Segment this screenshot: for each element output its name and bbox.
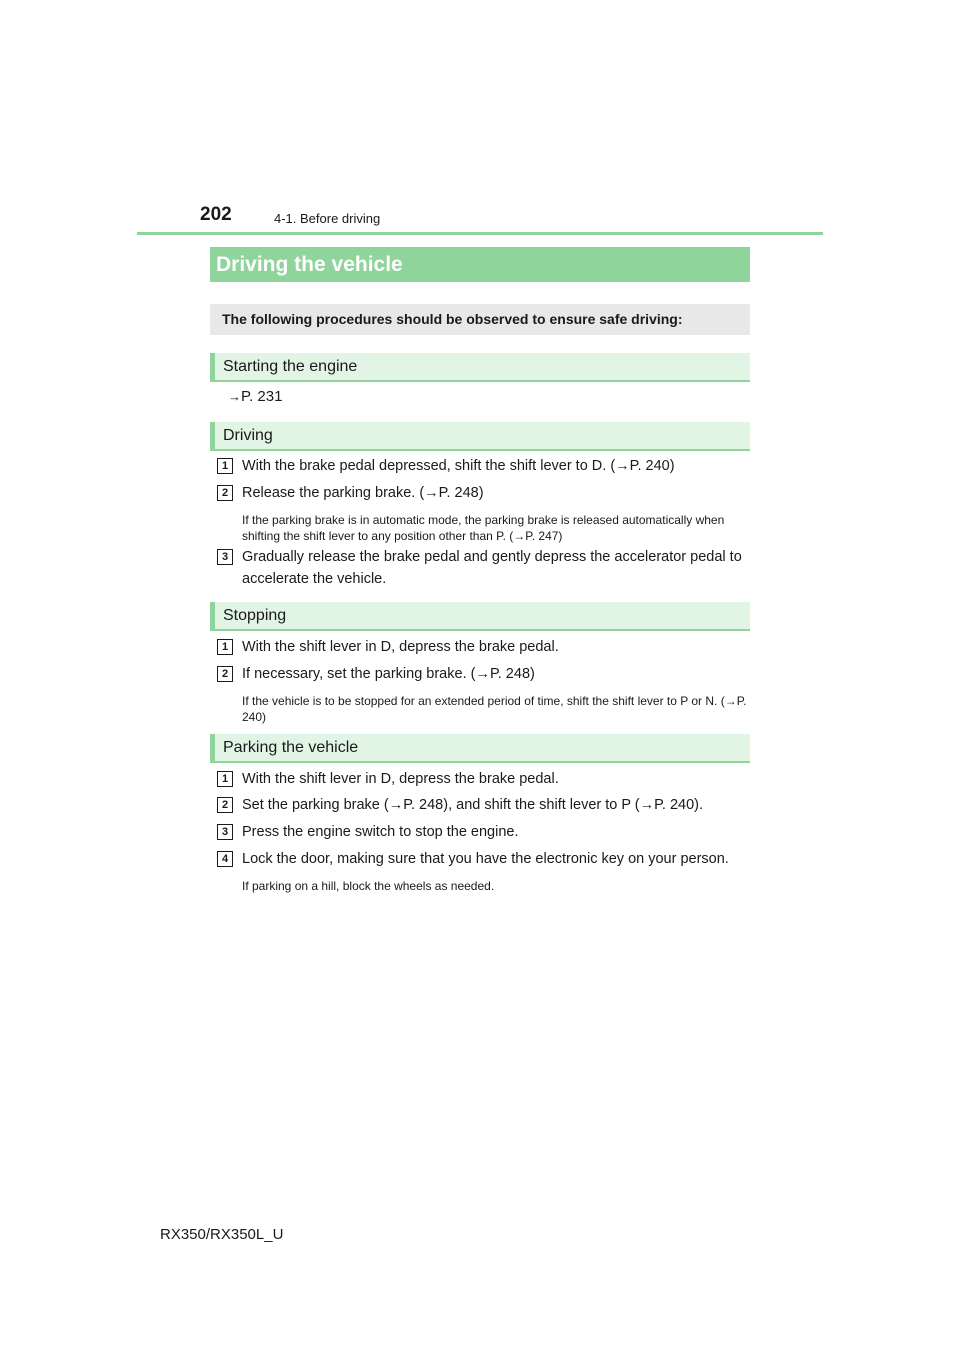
driving-step-3: Gradually release the brake pedal and gently depress the accelerator pedal to accelerate the vehicle. xyxy=(242,549,742,587)
parking-step-2: Set the parking brake (→P. 248), and shift the shift lever to P (→P. 240). xyxy=(242,797,704,813)
heading-starting-engine: Starting the engine xyxy=(210,353,750,382)
parking-step-4: Lock the door, making sure that you have the electronic key on your person. xyxy=(242,851,729,867)
stopping-step-1: With the shift lever in D, depress the brake pedal. xyxy=(242,639,559,655)
step-number-badge: 1 xyxy=(217,771,233,787)
step-number-badge: 2 xyxy=(217,485,233,501)
header-divider xyxy=(137,232,823,235)
intro-text: The following procedures should be observed to ensure safe driving: xyxy=(210,304,750,335)
heading-stopping: Stopping xyxy=(210,602,750,631)
footer-model-code: RX350/RX350L_U xyxy=(160,1226,284,1243)
step-number-badge: 2 xyxy=(217,797,233,813)
section-title: 4-1. Before driving xyxy=(274,211,381,226)
step-number-badge: 3 xyxy=(217,549,233,565)
step-number-badge: 4 xyxy=(217,851,233,867)
step-number-badge: 2 xyxy=(217,666,233,682)
heading-parking: Parking the vehicle xyxy=(210,734,750,763)
starting-engine-reference xyxy=(228,388,282,405)
parking-step-1: With the shift lever in D, depress the brake pedal. xyxy=(242,771,559,787)
parking-step-3: Press the engine switch to stop the engine. xyxy=(242,824,519,840)
page-reference-link[interactable]: P. 231 xyxy=(241,388,283,405)
page-number: 202 xyxy=(200,204,232,225)
stopping-note: If the vehicle is to be stopped for an extended period of time, shift the shift lever to P or N. (→P. 240) xyxy=(242,694,747,724)
page-title: Driving the vehicle xyxy=(210,247,750,282)
step-number-badge: 1 xyxy=(217,458,233,474)
heading-driving: Driving xyxy=(210,422,750,451)
stopping-step-2: If necessary, set the parking brake. (→P. 248) xyxy=(242,666,535,682)
parking-note: If parking on a hill, block the wheels as needed. xyxy=(242,879,495,893)
arrow-icon: → xyxy=(228,389,241,404)
driving-step-1: With the brake pedal depressed, shift the shift lever to D. (→P. 240) xyxy=(242,458,675,474)
step-number-badge: 1 xyxy=(217,639,233,655)
driving-note: If the parking brake is in automatic mode, the parking brake is released automatically when shifting the shift lever to any position other than P. (→P. 247) xyxy=(242,513,725,543)
step-number-badge: 3 xyxy=(217,824,233,840)
driving-step-2: Release the parking brake. (→P. 248) xyxy=(242,485,484,501)
